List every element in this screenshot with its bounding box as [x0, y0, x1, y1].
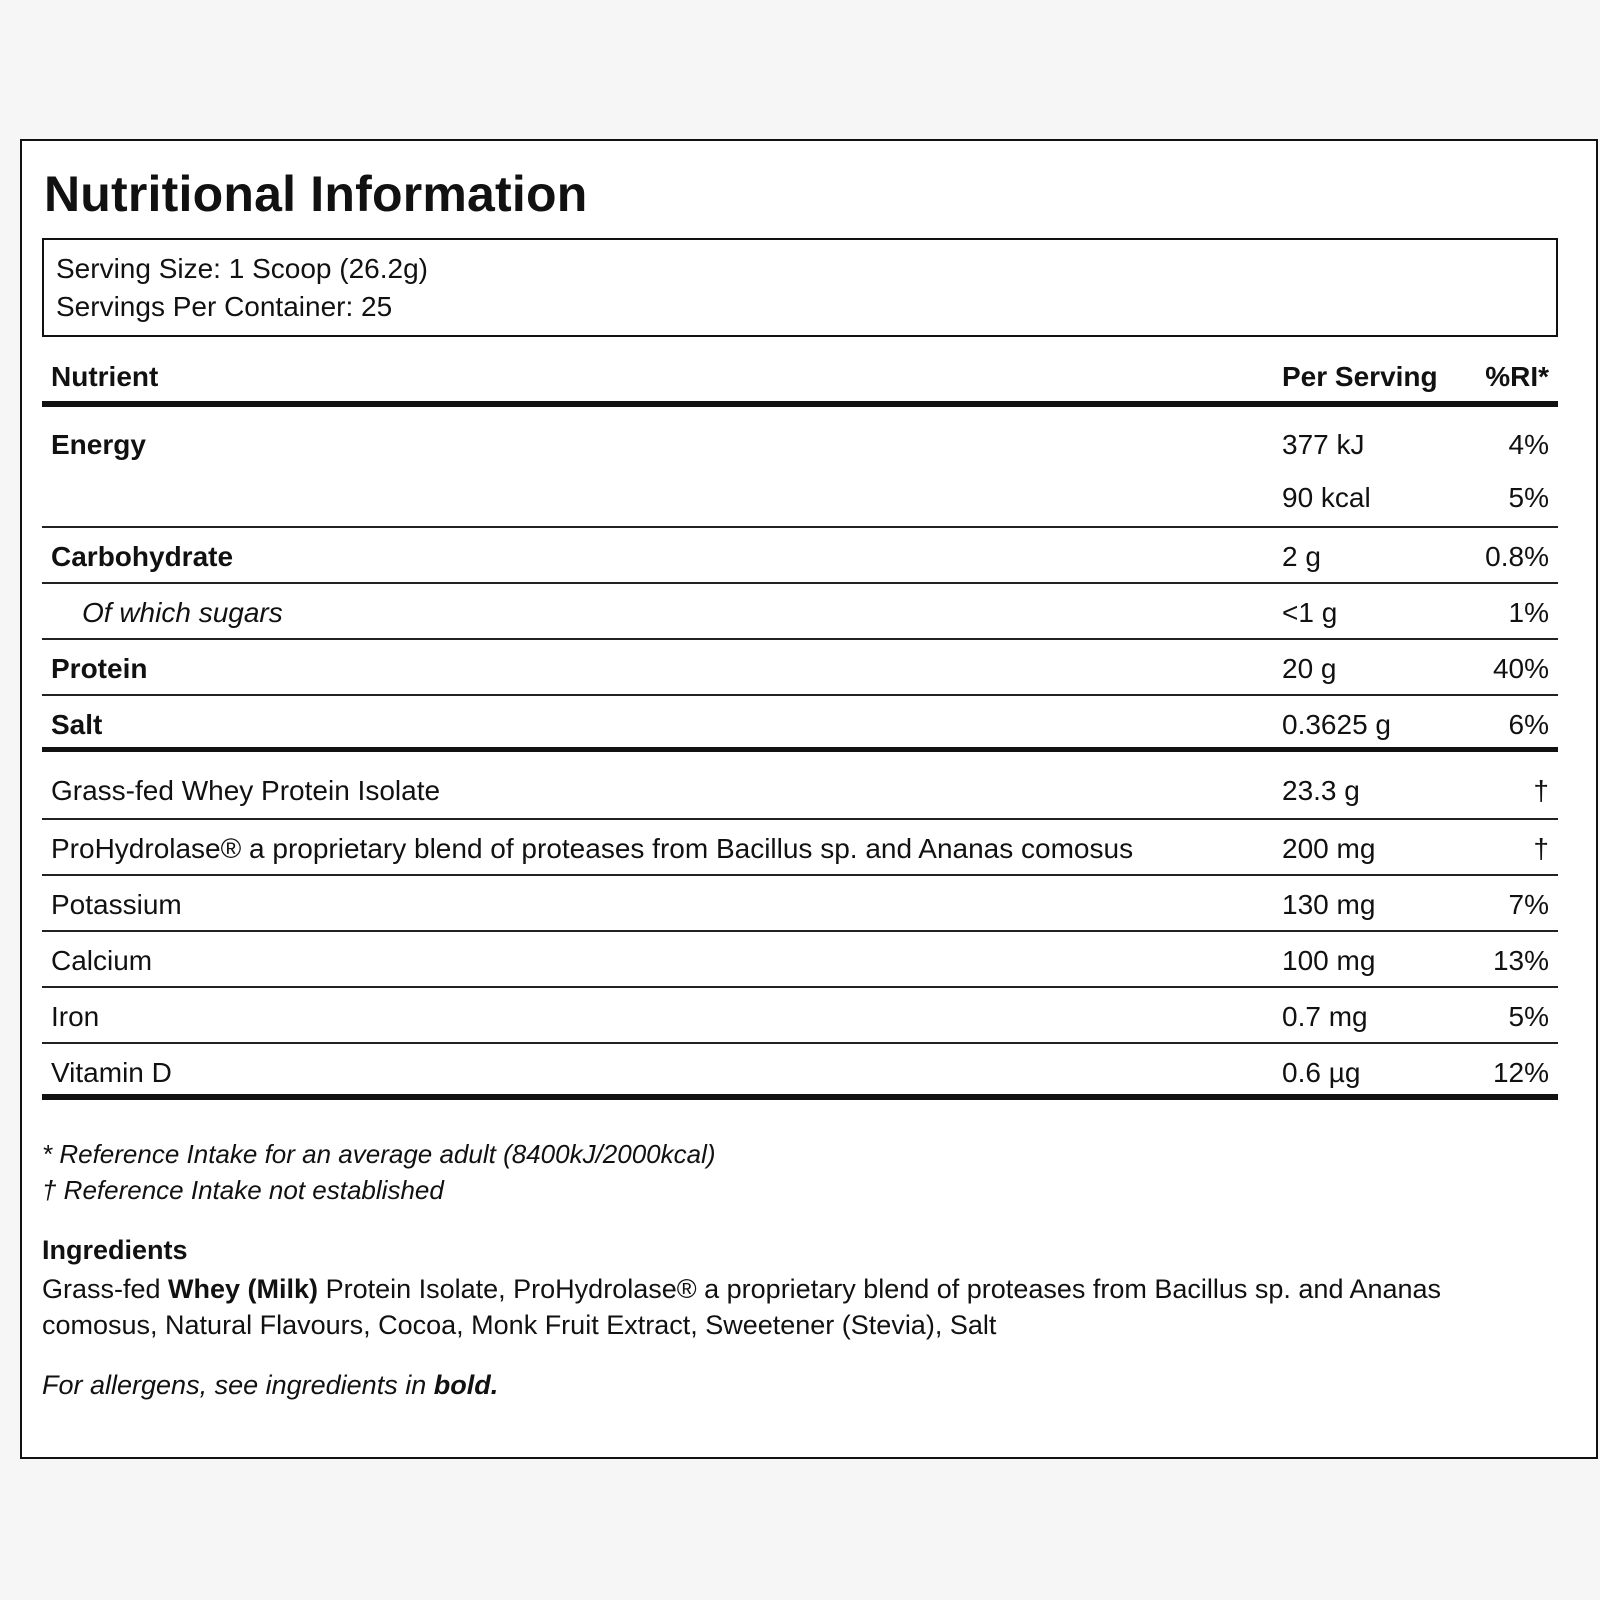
nutrition-panel [20, 139, 1598, 1459]
header-per-serving: Per Serving [1282, 361, 1438, 392]
nutrient-value: 200 mg [1282, 833, 1376, 864]
header-nutrient: Nutrient [51, 361, 159, 392]
allergen-note-prefix: For allergens, see ingredients in [42, 1370, 434, 1400]
table-row-potassium [42, 876, 1558, 932]
allergen-note-bold: bold. [433, 1370, 499, 1400]
nutrient-value: 130 mg [1282, 889, 1376, 920]
nutrient-ri: 6% [1508, 709, 1549, 740]
energy-kcal: 90 kcal [1282, 482, 1371, 513]
nutrient-ri: 7% [1508, 889, 1549, 920]
nutrient-value: 23.3 g [1282, 775, 1360, 806]
nutrient-name: Carbohydrate [51, 541, 234, 572]
nutrition-table [42, 351, 1558, 1100]
energy-kj: 377 kJ [1282, 429, 1365, 460]
nutrient-name: Iron [51, 1001, 100, 1032]
table-row-vitamin-d [42, 1044, 1558, 1100]
table-row-protein [42, 640, 1558, 696]
nutrient-name: ProHydrolase® a proprietary blend of proteases from Bacillus sp. and Ananas comosus [51, 833, 1134, 864]
energy-label: Energy [51, 429, 146, 460]
table-header [42, 351, 1558, 407]
nutrient-value: 2 g [1282, 541, 1321, 572]
nutrient-name: Salt [51, 709, 103, 740]
ingredients-text [42, 1271, 1542, 1343]
nutrient-ri: 13% [1492, 945, 1549, 976]
table-row-whey-isolate [42, 752, 1558, 820]
nutrient-value: <1 g [1282, 597, 1338, 628]
table-row-calcium [42, 932, 1558, 988]
nutrient-name: Vitamin D [51, 1057, 172, 1088]
ingredients-part1: Grass-fed [42, 1274, 169, 1304]
nutrient-ri: 0.8% [1485, 541, 1549, 572]
nutrient-ri: 5% [1508, 1001, 1549, 1032]
serving-info-box [42, 238, 1558, 337]
panel-title: Nutritional Information [44, 166, 588, 222]
table-row-energy [42, 407, 1558, 528]
ri-footnote: * Reference Intake for an average adult (8400kJ/2000kcal) [42, 1139, 716, 1169]
energy-kcal-ri: 5% [1508, 482, 1549, 513]
nutrient-value: 100 mg [1282, 945, 1376, 976]
table-row-iron [42, 988, 1558, 1044]
nutrient-name: Of which sugars [82, 597, 283, 628]
nutrient-value: 0.3625 g [1282, 709, 1391, 740]
table-row-sugars [42, 584, 1558, 640]
nutrient-value: 0.6 µg [1282, 1057, 1361, 1088]
nutrient-ri: 40% [1492, 653, 1549, 684]
nutrient-ri: † [1533, 775, 1549, 806]
nutrient-ri: 12% [1492, 1057, 1549, 1088]
nutrient-name: Calcium [51, 945, 153, 976]
table-row-salt [42, 696, 1558, 752]
header-ri: %RI* [1485, 361, 1549, 392]
servings-per-container: Servings Per Container: 25 [56, 291, 393, 322]
allergen-note [42, 1370, 498, 1401]
energy-kj-ri: 4% [1508, 429, 1549, 460]
nutrient-ri: 1% [1508, 597, 1549, 628]
ingredients-title: Ingredients [42, 1235, 188, 1265]
table-row-prohydrolase [42, 820, 1558, 876]
ingredients-allergen: Whey (Milk) [168, 1274, 319, 1304]
nutrient-ri: † [1533, 833, 1549, 864]
nutrient-name: Protein [51, 653, 148, 684]
footnotes [42, 1136, 716, 1208]
nutrient-value: 20 g [1282, 653, 1337, 684]
nutrient-name: Potassium [51, 889, 182, 920]
ingredients-part2: Protein Isolate, ProHydrolase® a proprietary blend of proteases from Bacillus sp. and Ananas comosus, Natural Flavours, Cocoa, Monk Fruit Extract, Sweetener (Stevia), Salt [42, 1274, 1442, 1340]
serving-size: Serving Size: 1 Scoop (26.2g) [56, 253, 428, 284]
table-row-carbohydrate [42, 528, 1558, 584]
nutrient-value: 0.7 mg [1282, 1001, 1368, 1032]
nutrient-name: Grass-fed Whey Protein Isolate [51, 775, 441, 806]
dagger-footnote: † Reference Intake not established [42, 1175, 444, 1205]
